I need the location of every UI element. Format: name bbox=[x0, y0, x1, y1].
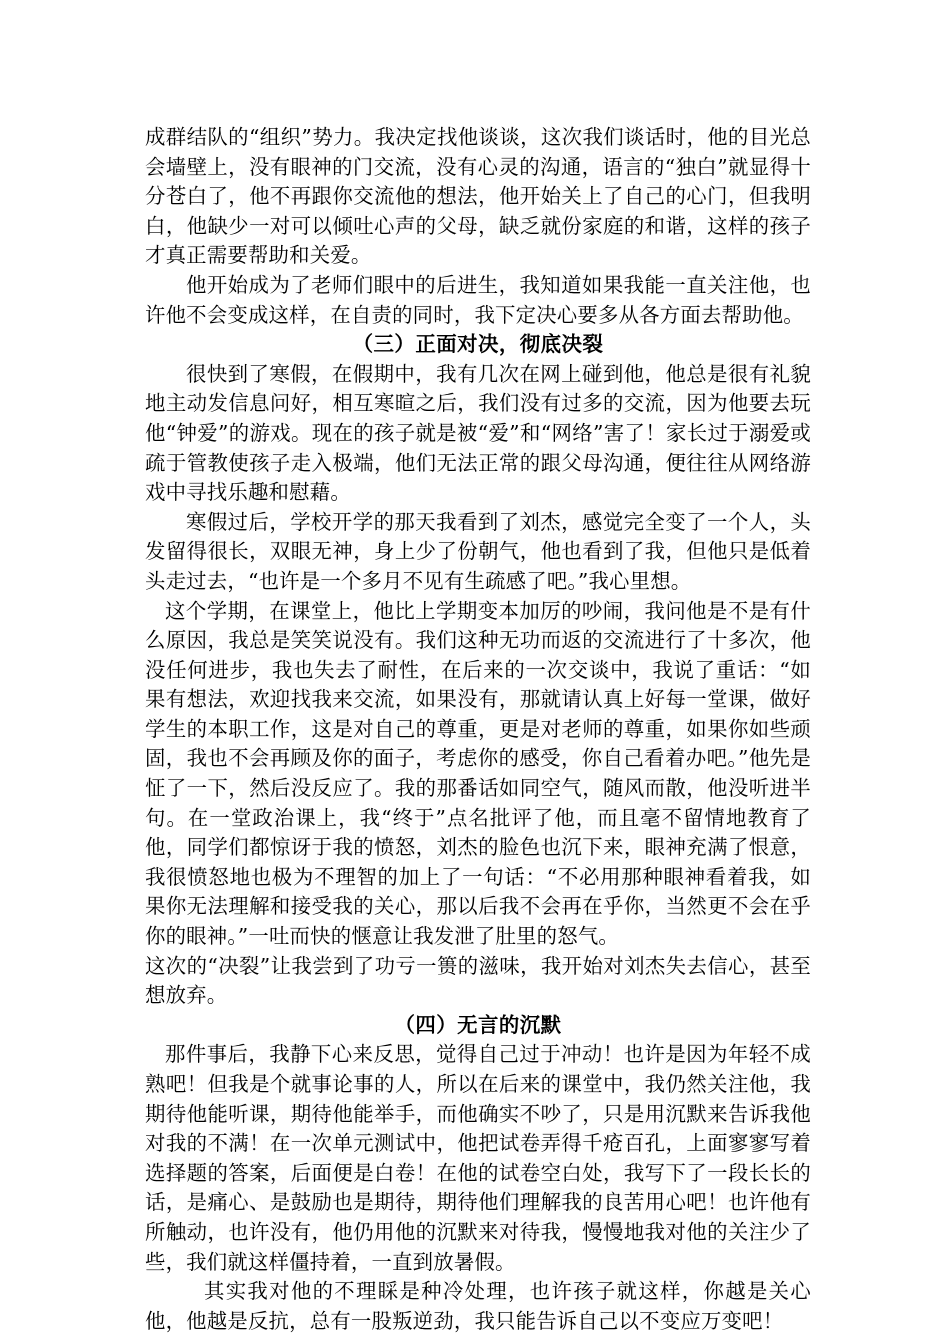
paragraph-6: 这次的“决裂”让我尝到了功亏一篑的滋味，我开始对刘杰失去信心，甚至想放弃。 bbox=[145, 953, 811, 1008]
paragraph-8: 其实我对他的不理睬是种冷处理，也许孩子就这样，你越是关心他，他越是反抗，总有一股叛逆劲，我只能告诉自己以不变应万变吧！ bbox=[145, 1279, 811, 1333]
paragraph-4: 寒假过后，学校开学的那天我看到了刘杰，感觉完全变了一个人，头发留得很长，双眼无神，身上少了份朝气，他也看到了我，但他只是低着头走过去，“也许是一个多月不见有生疏感了吧。”我心里想。 bbox=[145, 509, 811, 593]
section-heading-4: （四）无言的沉默 bbox=[394, 1012, 562, 1037]
paragraph-7: 那件事后，我静下心来反思，觉得自己过于冲动！也许是因为年轻不成熟吧！但我是个就事论事的人，所以在后来的课堂中，我仍然关注他，我期待他能听课，期待他能举手，而他确实不吵了，只是用沉默来告诉我他对我的不满！在一次单元测试中，他把试卷弄得千疮百孔，上面寥寥写着选择题的答案，后面便是白卷！在他的试卷空白处，我写下了一段长长的话，是痛心、是鼓励也是期待，期待他们理解我的良苦用心吧！也许他有所触动，也许没有，他仍用他的沉默来对待我，慢慢地我对他的关注少了些，我们就这样僵持着，一直到放暑假。 bbox=[145, 1042, 811, 1274]
section-heading-3: （三）正面对决，彻底决裂 bbox=[352, 332, 604, 357]
paragraph-2: 他开始成为了老师们眼中的后进生，我知道如果我能一直关注他，也许他不会变成这样，在自责的同时，我下定决心要多从各方面去帮助他。 bbox=[145, 272, 811, 327]
paragraph-3: 很快到了寒假，在假期中，我有几次在网上碰到他，他总是很有礼貌地主动发信息问好，相互寒暄之后，我们没有过多的交流，因为他要去玩他“钟爱”的游戏。现在的孩子就是被“爱”和“网络”害了！家长过于溺爱或疏于管教使孩子走入极端，他们无法正常的跟父母沟通，便往往从网络游戏中寻找乐趣和慰藉。 bbox=[145, 361, 811, 505]
paragraph-5: 这个学期，在课堂上，他比上学期变本加厉的吵闹，我问他是不是有什么原因，我总是笑笑说没有。我们这种无功而返的交流进行了十多次，他没任何进步，我也失去了耐性，在后来的一次交谈中，我说了重话：“如果有想法，欢迎找我来交流，如果没有，那就请认真上好每一堂课，做好学生的本职工作，这是对自己的尊重，更是对老师的尊重，如果你如些顽固，我也不会再顾及你的面子，考虑你的感受，你自己看着办吧。”他先是怔了一下，然后没反应了。我的那番话如同空气，随风而散，他没听进半句。在一堂政治课上，我“终于”点名批评了他，而且毫不留情地教育了他，同学们都惊讶于我的愤怒，刘杰的脸色也沉下来，眼神充满了恨意，我很愤怒地也极为不理智的加上了一句话：“不必用那种眼神看着我，如果你无法理解和接受我的关心，那以后我不会再在乎你，当然更不会在乎你的眼神。”一吐而快的惬意让我发泄了肚里的怒气。 bbox=[145, 598, 811, 949]
document-page bbox=[145, 123, 811, 1336]
paragraph-1: 成群结队的“组织”势力。我决定找他谈谈，这次我们谈话时，他的目光总会墙壁上，没有眼神的门交流，没有心灵的沟通，语言的“独白”就显得十分苍白了，他不再跟你交流他的想法，他开始关上了自己的心门，但我明白，他缺少一对可以倾吐心声的父母，缺乏就份家庭的和谐，这样的孩子才真正需要帮助和关爱。 bbox=[145, 125, 811, 268]
